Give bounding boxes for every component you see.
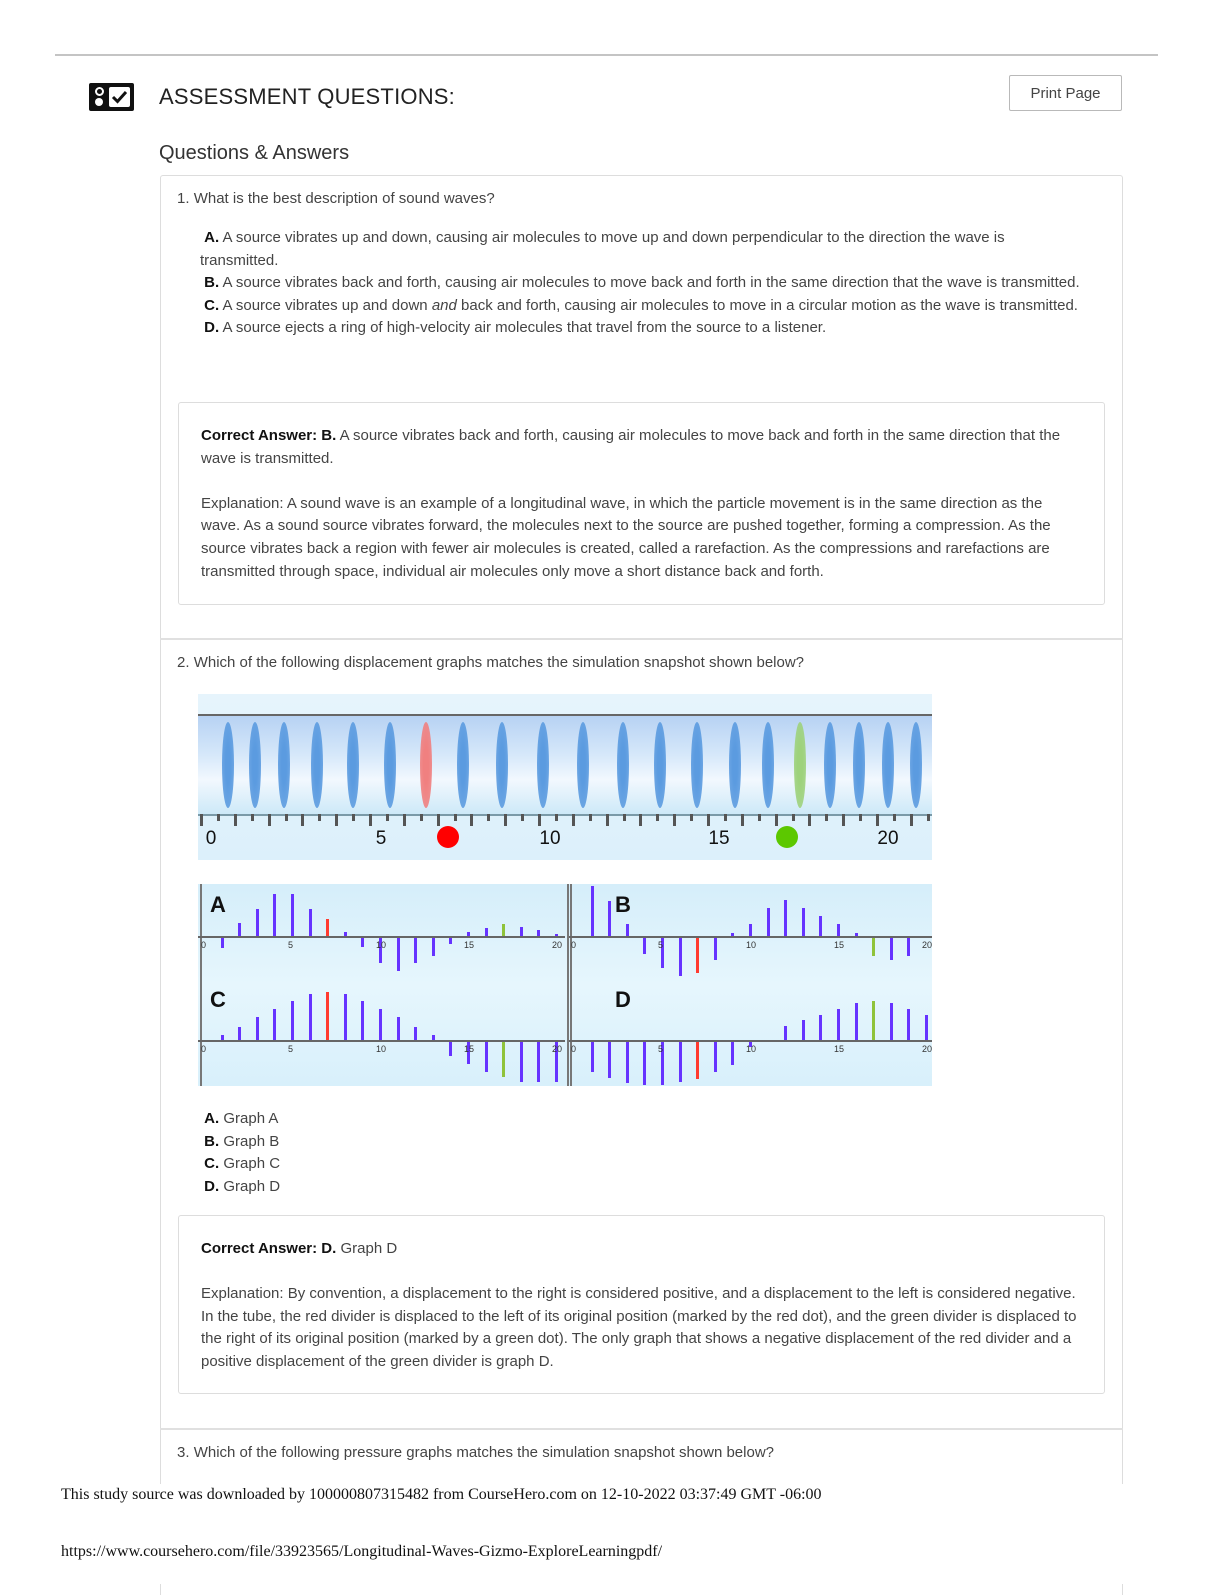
section-title: Questions & Answers bbox=[159, 142, 350, 164]
question-number: 3. bbox=[177, 1444, 190, 1461]
displacement-bar bbox=[555, 934, 558, 936]
displacement-bar bbox=[890, 1003, 893, 1040]
ruler-tick bbox=[200, 814, 203, 826]
page-title: ASSESSMENT QUESTIONS: bbox=[159, 84, 455, 109]
displacement-bar bbox=[837, 924, 840, 936]
displacement-bar bbox=[467, 932, 470, 936]
ruler-tick bbox=[775, 814, 778, 826]
simulation-snapshot bbox=[198, 694, 932, 860]
divider bbox=[824, 722, 836, 808]
axis-tick-label: 10 bbox=[746, 940, 757, 950]
displacement-bar bbox=[485, 1042, 488, 1072]
divider bbox=[577, 722, 589, 808]
divider bbox=[222, 722, 234, 808]
ruler-tick bbox=[318, 814, 321, 821]
displacement-bar bbox=[432, 938, 435, 956]
explanation: Explanation: A sound wave is an example of a longitudinal wave, in which the particle movement is in the same direction as the wave. As a sound source vibrates forward, the molecules next to the source are pushed together, forming a compression. As the source vibrates back a region with fewer air molecules is created, called a rarefaction. As the compressions and rarefactions are transmitted through space, individual air molecules only move a short distance back and forth. bbox=[201, 494, 1051, 580]
ruler-label: 10 bbox=[539, 828, 561, 849]
ruler-label: 5 bbox=[375, 828, 387, 849]
divider bbox=[882, 722, 894, 808]
ruler-tick bbox=[538, 814, 541, 826]
ruler-tick bbox=[217, 814, 220, 821]
ruler-tick bbox=[741, 814, 744, 826]
option-c: C. A source vibrates up and down and back and forth, causing air molecules to move in a circular motion as the wave is transmitted. bbox=[204, 296, 1078, 314]
y-axis bbox=[200, 884, 202, 985]
ruler-tick bbox=[352, 814, 355, 821]
divider bbox=[654, 722, 666, 808]
displacement-bar bbox=[731, 933, 734, 936]
ruler-tick bbox=[420, 814, 423, 821]
displacement-bar bbox=[414, 1027, 417, 1040]
ruler-tick bbox=[589, 814, 592, 821]
ruler-tick bbox=[876, 814, 879, 826]
displacement-bar bbox=[802, 1020, 805, 1040]
displacement-bar bbox=[221, 938, 224, 948]
displacement-bar bbox=[361, 1001, 364, 1040]
x-axis bbox=[568, 936, 932, 938]
graph-label: D bbox=[615, 987, 631, 1012]
divider bbox=[910, 722, 922, 808]
displacement-bar bbox=[291, 1001, 294, 1040]
displacement-bar bbox=[907, 1009, 910, 1040]
red-bar bbox=[326, 992, 329, 1040]
displacement-bar bbox=[749, 924, 752, 936]
download-notice: This study source was downloaded by 100000807315482 from CourseHero.com on 12-10-2022 03:37:49 GMT -06:00 bbox=[61, 1486, 822, 1503]
displacement-bar bbox=[626, 1042, 629, 1083]
displacement-bar bbox=[485, 928, 488, 936]
ruler-tick bbox=[792, 814, 795, 821]
source-url-link[interactable]: https://www.coursehero.com/file/33923565/Longitudinal-Waves-Gizmo-ExploreLearningpdf/ bbox=[61, 1543, 663, 1560]
displacement-bar bbox=[714, 1042, 717, 1072]
displacement-bar bbox=[309, 994, 312, 1040]
displacement-bar bbox=[802, 908, 805, 936]
red-bar bbox=[696, 938, 699, 973]
divider bbox=[311, 722, 323, 808]
graph-c bbox=[198, 985, 565, 1086]
displacement-bar bbox=[273, 1009, 276, 1040]
ruler-tick bbox=[927, 814, 930, 821]
displacement-bar bbox=[397, 1017, 400, 1040]
displacement-bar bbox=[907, 938, 910, 956]
ruler-tick bbox=[437, 814, 440, 826]
divider bbox=[457, 722, 469, 808]
ruler-tick bbox=[504, 814, 507, 826]
graph-d bbox=[568, 985, 932, 1086]
displacement-bar bbox=[679, 938, 682, 976]
ruler-tick bbox=[656, 814, 659, 821]
displacement-bar bbox=[679, 1042, 682, 1082]
option-a: A. A source vibrates up and down, causing air molecules to move up and down perpendicular to the direction the wave is transmitted. bbox=[200, 229, 1005, 269]
option-b: B. A source vibrates back and forth, causing air molecules to move back and forth in the same direction that the wave is transmitted. bbox=[204, 274, 1080, 292]
ruler-tick bbox=[623, 814, 626, 821]
displacement-bar bbox=[608, 1042, 611, 1078]
question-number: 2. bbox=[177, 654, 190, 671]
x-axis bbox=[198, 1040, 565, 1042]
ruler-tick bbox=[825, 814, 828, 821]
ruler-tick bbox=[234, 814, 237, 826]
circle-filled-icon bbox=[95, 98, 103, 106]
graph-b bbox=[568, 884, 932, 985]
displacement-bar bbox=[784, 1026, 787, 1040]
ruler-tick bbox=[470, 814, 473, 826]
ruler-tick bbox=[859, 814, 862, 821]
ruler-tick bbox=[369, 814, 372, 826]
divider bbox=[853, 722, 865, 808]
displacement-bar bbox=[643, 1042, 646, 1085]
displacement-bar bbox=[273, 894, 276, 936]
axis-tick-label: 0 bbox=[571, 1044, 577, 1054]
red-dot-marker bbox=[437, 826, 459, 848]
displacement-bar bbox=[890, 938, 893, 960]
y-axis bbox=[570, 985, 572, 1086]
question-1-options bbox=[200, 227, 1080, 340]
displacement-bar bbox=[537, 1042, 540, 1082]
displacement-bar bbox=[379, 1009, 382, 1040]
divider bbox=[347, 722, 359, 808]
displacement-bar bbox=[449, 1042, 452, 1056]
question-number: 1. bbox=[177, 190, 190, 207]
graph-a bbox=[198, 884, 565, 985]
displacement-bar bbox=[714, 938, 717, 960]
displacement-bar bbox=[591, 886, 594, 936]
ruler-tick bbox=[403, 814, 406, 826]
question-text: Which of the following pressure graphs matches the simulation snapshot shown below? bbox=[193, 1444, 774, 1461]
option-a: A. Graph A bbox=[204, 1110, 279, 1127]
displacement-bar bbox=[819, 916, 822, 936]
displacement-bar bbox=[520, 1042, 523, 1082]
displacement-graphs bbox=[198, 884, 932, 1086]
question-2 bbox=[177, 654, 804, 671]
question-divider bbox=[160, 638, 1123, 640]
ruler-tick bbox=[268, 814, 271, 826]
graph-label: A bbox=[210, 892, 226, 917]
ruler bbox=[198, 814, 932, 826]
green-bar bbox=[872, 1001, 875, 1040]
divider bbox=[384, 722, 396, 808]
ruler-tick bbox=[808, 814, 811, 826]
axis-tick-label: 20 bbox=[552, 1044, 563, 1054]
ruler-tick bbox=[251, 814, 254, 821]
ruler-tick bbox=[707, 814, 710, 826]
axis-tick-label: 0 bbox=[201, 940, 207, 950]
tube bbox=[198, 714, 932, 816]
ruler-tick bbox=[673, 814, 676, 826]
graph-label: C bbox=[210, 987, 226, 1012]
axis-tick-label: 10 bbox=[746, 1044, 757, 1054]
divider bbox=[729, 722, 741, 808]
displacement-bar bbox=[855, 933, 858, 936]
displacement-bar bbox=[309, 909, 312, 936]
displacement-bar bbox=[361, 938, 364, 947]
ruler-tick bbox=[301, 814, 304, 826]
axis-tick-label: 20 bbox=[922, 940, 932, 950]
explanation: Explanation: By convention, a displacement to the right is considered positive, and a displacement to the left is considered negative. In the tube, the red divider is displaced to the left of its original position (marked by the red dot), and the green divider is displaced to the right of its original position (marked by a green dot). The only graph that shows a negative displacement of the red divider and a positive displacement of the green divider is graph D. bbox=[201, 1284, 1077, 1371]
ruler-tick bbox=[910, 814, 913, 826]
question-text: What is the best description of sound waves? bbox=[193, 190, 495, 207]
graph-label: B bbox=[615, 892, 631, 917]
question-1 bbox=[177, 190, 495, 207]
divider bbox=[617, 722, 629, 808]
top-divider bbox=[55, 54, 1158, 56]
ruler-tick bbox=[555, 814, 558, 821]
green-bar bbox=[872, 938, 875, 956]
displacement-bar bbox=[520, 927, 523, 936]
displacement-bar bbox=[537, 930, 540, 936]
green-bar bbox=[502, 1042, 505, 1077]
displacement-bar bbox=[291, 894, 294, 936]
axis-tick-label: 15 bbox=[834, 940, 845, 950]
displacement-bar bbox=[432, 1035, 435, 1040]
divider bbox=[496, 722, 508, 808]
ruler-tick bbox=[487, 814, 490, 821]
displacement-bar bbox=[344, 932, 347, 936]
displacement-bar bbox=[449, 938, 452, 944]
red-divider bbox=[420, 722, 432, 808]
divider bbox=[278, 722, 290, 808]
ruler-tick bbox=[335, 814, 338, 826]
ruler-tick bbox=[842, 814, 845, 826]
divider bbox=[691, 722, 703, 808]
question-3 bbox=[177, 1444, 774, 1461]
displacement-bar bbox=[238, 1027, 241, 1040]
axis-tick-label: 20 bbox=[922, 1044, 932, 1054]
ruler-tick bbox=[639, 814, 642, 826]
displacement-bar bbox=[626, 924, 629, 936]
option-c: C. Graph C bbox=[204, 1155, 281, 1172]
displacement-bar bbox=[591, 1042, 594, 1072]
correct-answer: Correct Answer: B. A source vibrates back and forth, causing air molecules to move back and forth in the same direction that the wave is transmitted. bbox=[201, 427, 1061, 467]
question-text: Which of the following displacement graphs matches the simulation snapshot shown below? bbox=[193, 654, 805, 671]
displacement-bar bbox=[767, 908, 770, 936]
displacement-bar bbox=[256, 909, 259, 936]
displacement-bar bbox=[608, 901, 611, 936]
ruler-tick bbox=[724, 814, 727, 821]
axis-tick-label: 5 bbox=[658, 1044, 664, 1054]
axis-tick-label: 5 bbox=[288, 1044, 294, 1054]
green-divider bbox=[794, 722, 806, 808]
option-b: B. Graph B bbox=[204, 1132, 280, 1150]
graph-separator bbox=[567, 884, 569, 1086]
ruler-tick bbox=[386, 814, 389, 821]
displacement-bar bbox=[221, 1035, 224, 1040]
question-divider bbox=[160, 1428, 1123, 1430]
red-bar bbox=[326, 919, 329, 936]
correct-answer: Correct Answer: D. Graph D bbox=[201, 1240, 398, 1257]
ruler-tick bbox=[454, 814, 457, 821]
option-d: D. Graph D bbox=[204, 1177, 281, 1195]
displacement-bar bbox=[784, 900, 787, 936]
displacement-bar bbox=[397, 938, 400, 971]
axis-tick-label: 10 bbox=[376, 940, 387, 950]
y-axis bbox=[570, 884, 572, 985]
ruler-tick bbox=[893, 814, 896, 821]
red-bar bbox=[696, 1042, 699, 1079]
checklist-icon bbox=[89, 83, 134, 111]
displacement-bar bbox=[819, 1015, 822, 1040]
ruler-tick bbox=[285, 814, 288, 821]
print-page-button[interactable]: Print Page bbox=[1009, 75, 1122, 111]
ruler-tick bbox=[606, 814, 609, 826]
axis-tick-label: 5 bbox=[288, 940, 294, 950]
displacement-bar bbox=[238, 923, 241, 936]
divider bbox=[249, 722, 261, 808]
displacement-bar bbox=[414, 938, 417, 963]
axis-tick-label: 15 bbox=[464, 940, 475, 950]
option-d: D. A source ejects a ring of high-velocity air molecules that travel from the source to a listener. bbox=[204, 319, 827, 337]
axis-tick-label: 5 bbox=[658, 940, 664, 950]
answer-box-1 bbox=[178, 402, 1105, 605]
axis-tick-label: 10 bbox=[376, 1044, 387, 1054]
axis-tick-label: 15 bbox=[834, 1044, 845, 1054]
ruler-tick bbox=[521, 814, 524, 821]
displacement-bar bbox=[344, 994, 347, 1040]
ruler-label: 0 bbox=[205, 828, 217, 849]
displacement-bar bbox=[643, 938, 646, 954]
displacement-bar bbox=[837, 1009, 840, 1040]
axis-tick-label: 0 bbox=[571, 940, 577, 950]
displacement-bar bbox=[855, 1003, 858, 1040]
ruler-tick bbox=[572, 814, 575, 826]
checkbox-icon bbox=[109, 87, 130, 107]
displacement-bar bbox=[731, 1042, 734, 1065]
displacement-bar bbox=[256, 1017, 259, 1040]
question-2-options bbox=[200, 1108, 1080, 1198]
ruler-label: 15 bbox=[708, 828, 730, 849]
displacement-bar bbox=[925, 1015, 928, 1040]
divider bbox=[762, 722, 774, 808]
y-axis bbox=[200, 985, 202, 1086]
ruler-tick bbox=[758, 814, 761, 821]
green-dot-marker bbox=[776, 826, 798, 848]
circle-outline-icon bbox=[95, 87, 104, 96]
axis-tick-label: 20 bbox=[552, 940, 563, 950]
axis-tick-label: 0 bbox=[201, 1044, 207, 1054]
axis-tick-label: 15 bbox=[464, 1044, 475, 1054]
ruler-tick bbox=[690, 814, 693, 821]
green-bar bbox=[502, 924, 505, 936]
ruler-label: 20 bbox=[877, 828, 899, 849]
answer-box-2 bbox=[178, 1215, 1105, 1394]
divider bbox=[537, 722, 549, 808]
